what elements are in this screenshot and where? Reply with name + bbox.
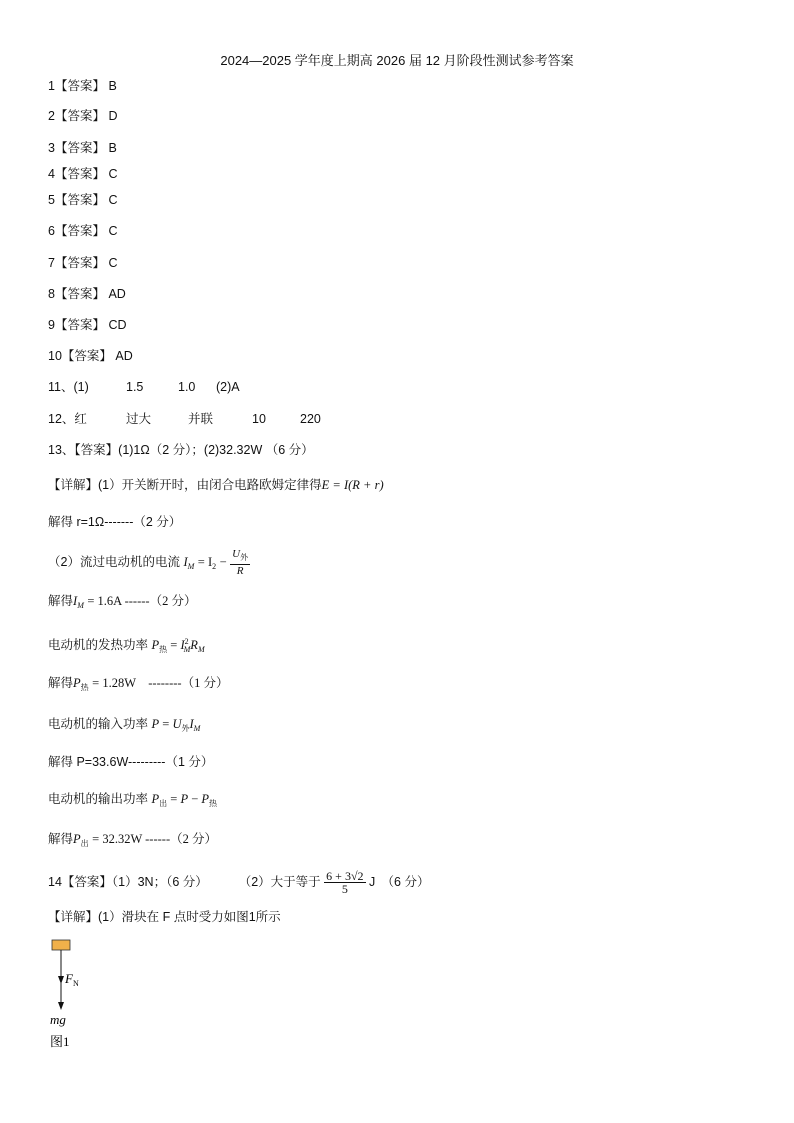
mg-label: mg — [50, 1012, 66, 1027]
ohm-law-formula: E = I(R + r) — [321, 478, 384, 492]
answer-row: 2【答案】 D — [48, 109, 118, 123]
answer-row: 10【答案】 AD — [48, 349, 133, 363]
solve-p: 解得 P=33.6W---------（1 分） — [48, 755, 214, 769]
fn-label: $F_N$ — [65, 971, 79, 988]
answer-row-12: 12、红 过大 并联 10 220 — [48, 412, 321, 426]
detail-13-2: （2）流过电动机的电流 $I_M = I_2$ − $\frac{U_外}{R}$ — [48, 548, 249, 577]
solve-heat: 解得$P_热 = 1.28W$ --------（1 分） — [48, 676, 229, 692]
normal-force-arrowhead — [58, 976, 64, 984]
answer-row-14: 14【答案】（1）3N；（6 分） （2）大于等于 $\frac{6 + 3√2}{5}$ J （6 分） — [48, 869, 430, 896]
answer-row-11: 11、(1) 1.5 1.0 (2)A — [48, 380, 240, 394]
detail-14: 【详解】(1）滑块在 F 点时受力如图1所示 — [48, 910, 281, 924]
solve-out: 解得$P_出 = 32.32W$ ------（2 分） — [48, 832, 217, 848]
detail-13-1: 【详解】(1）开关断开时，由闭合电路欧姆定律得E = I(R + r) — [48, 478, 384, 492]
answer-row: 1【答案】 B — [48, 79, 117, 93]
figure-caption: 图1 — [50, 1034, 70, 1049]
answer-row: 6【答案】 C — [48, 224, 118, 238]
page-title: 2024—2025 学年度上期高 2026 届 12 月阶段性测试参考答案 — [220, 53, 574, 68]
slider-block — [52, 940, 70, 950]
current-fraction: $\frac{U_外}{R}$ — [232, 548, 249, 577]
answer-row: 3【答案】 B — [48, 141, 117, 155]
answer-row: 9【答案】 CD — [48, 318, 127, 332]
solve-r: 解得 r=1Ω-------（2 分） — [48, 515, 182, 529]
solve-im: 解得$I_M = 1.6A$ ------（2 分） — [48, 594, 197, 610]
answer-row-13: 13、【答案】(1)1Ω（2 分）；(2)32.32W （6 分） — [48, 443, 314, 457]
velocity-fraction: $\frac{6 + 3√2}{5}$ — [326, 869, 364, 896]
heat-power: 电动机的发热功率 $P_热 = I^2_MR_M$ — [48, 637, 205, 654]
answer-row: 7【答案】 C — [48, 256, 118, 270]
answer-row: 8【答案】 AD — [48, 287, 126, 301]
answer-row: 4【答案】 C — [48, 167, 118, 181]
input-power: 电动机的输入功率 $P = U_外I_M$ — [48, 717, 201, 733]
output-power: 电动机的输出功率 $P_出 = P - P_热$ — [48, 792, 218, 808]
answer-row: 5【答案】 C — [48, 193, 118, 207]
force-diagram — [46, 938, 126, 1058]
